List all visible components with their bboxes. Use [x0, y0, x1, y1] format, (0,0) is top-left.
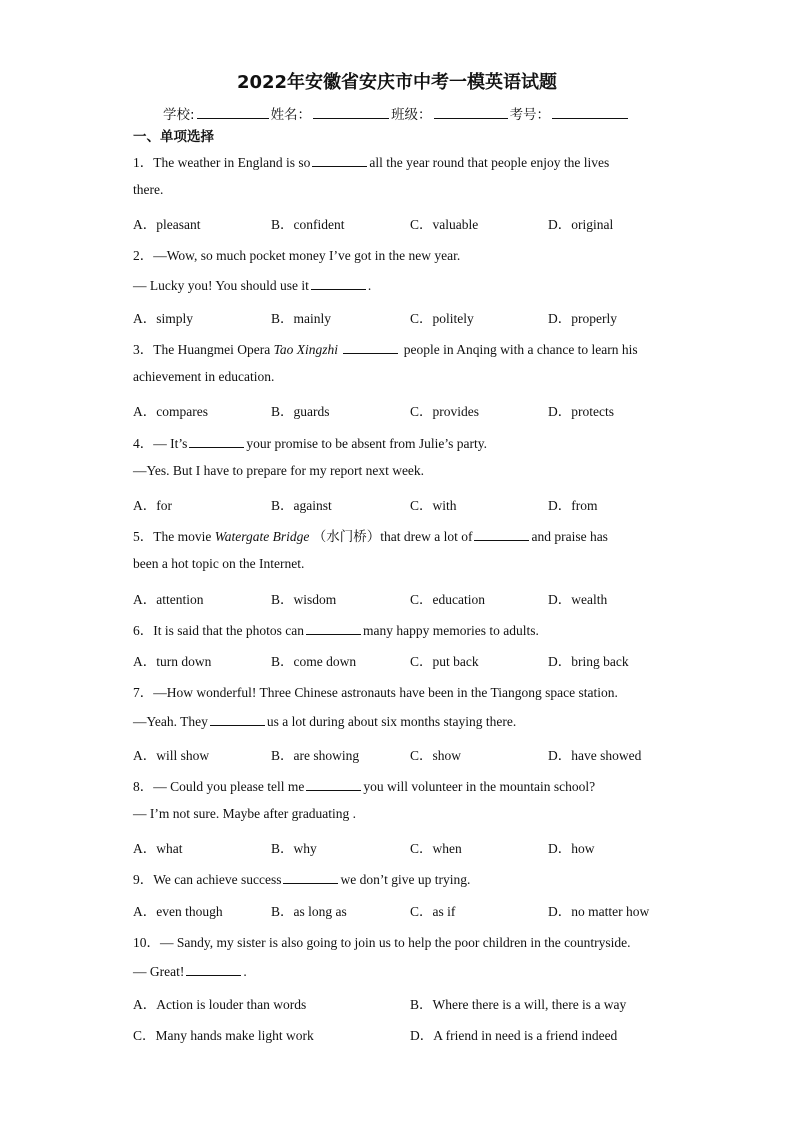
option-a[interactable]: A．attention	[133, 592, 204, 607]
option-c[interactable]: C．when	[410, 841, 462, 856]
option-b[interactable]: B．mainly	[271, 311, 331, 326]
option-a[interactable]: A．what	[133, 841, 183, 856]
answer-blank[interactable]	[306, 777, 361, 791]
question-4-line-1: 4．— It’s your promise to be absent from Julie’s party.	[133, 436, 487, 451]
option-c[interactable]: C．education	[410, 592, 485, 607]
question-3-line-1: 3．The Huangmei Opera Tao Xingzhi people in Anqing with a chance to learn his	[133, 342, 638, 357]
option-c[interactable]: C．with	[410, 498, 457, 513]
option-d[interactable]: D．A friend in need is a friend indeed	[410, 1028, 618, 1043]
option-d[interactable]: D．how	[548, 841, 595, 856]
question-8-line-1: 8．— Could you please tell me you will volunteer in the mountain school?	[133, 779, 596, 794]
question-8-line-2: — I’m not sure. Maybe after graduating .	[133, 806, 357, 821]
option-a[interactable]: A．pleasant	[133, 217, 201, 232]
option-d[interactable]: D．from	[548, 498, 598, 513]
option-c[interactable]: C．valuable	[410, 217, 479, 232]
class-blank[interactable]	[434, 105, 508, 119]
page-title: 2022年安徽省安庆市中考一模英语试题	[236, 72, 558, 93]
question-9-line-1: 9．We can achieve success we don’t give up trying.	[133, 872, 471, 887]
question-10-line-1: 10．— Sandy, my sister is also going to join us to help the poor children in the countryside.	[133, 935, 631, 950]
question-3-line-2: achievement in education.	[133, 369, 275, 384]
option-b[interactable]: B．Where there is a will, there is a way	[410, 997, 627, 1012]
option-c[interactable]: C．show	[410, 748, 462, 763]
question-2-line-1: 2．—Wow, so much pocket money I’ve got in the new year.	[133, 248, 461, 263]
option-b[interactable]: B．come down	[271, 654, 357, 669]
option-d[interactable]: D．properly	[548, 311, 617, 326]
question-6-line-1: 6．It is said that the photos can many happy memories to adults.	[133, 623, 539, 638]
name-label: 姓名：	[270, 107, 312, 123]
option-c[interactable]: C．Many hands make light work	[133, 1028, 314, 1043]
option-c[interactable]: C．as if	[410, 904, 456, 919]
option-d[interactable]: D．bring back	[548, 654, 629, 669]
option-d[interactable]: D．wealth	[548, 592, 608, 607]
question-10-line-2: — Great! .	[133, 964, 247, 979]
option-b[interactable]: B．as long as	[271, 904, 347, 919]
option-a[interactable]: A．compares	[133, 404, 208, 419]
class-label: 班级：	[391, 107, 432, 123]
answer-blank[interactable]	[186, 962, 241, 976]
answer-blank[interactable]	[306, 621, 361, 635]
answer-blank[interactable]	[283, 870, 338, 884]
option-d[interactable]: D．no matter how	[548, 904, 650, 919]
answer-blank[interactable]	[343, 340, 398, 354]
school-blank[interactable]	[197, 105, 269, 119]
option-c[interactable]: C．put back	[410, 654, 479, 669]
option-a[interactable]: A．turn down	[133, 654, 212, 669]
option-b[interactable]: B．are showing	[271, 748, 360, 763]
option-c[interactable]: C．provides	[410, 404, 479, 419]
answer-blank[interactable]	[311, 276, 366, 290]
option-b[interactable]: B．confident	[271, 217, 345, 232]
option-d[interactable]: D．protects	[548, 404, 614, 419]
section-title: 一、单项选择	[133, 129, 214, 145]
question-7-line-2: —Yeah. They us a lot during about six months staying there.	[133, 714, 517, 729]
option-a[interactable]: A．even though	[133, 904, 223, 919]
question-5-line-2: been a hot topic on the Internet.	[133, 556, 305, 571]
question-2-line-2: — Lucky you! You should use it .	[133, 278, 372, 293]
option-d[interactable]: D．original	[548, 217, 614, 232]
exam-no-label: 考号：	[509, 107, 551, 123]
name-blank[interactable]	[313, 105, 389, 119]
answer-blank[interactable]	[210, 712, 265, 726]
option-a[interactable]: A．will show	[133, 748, 210, 763]
option-c[interactable]: C．politely	[410, 311, 474, 326]
exam-no-blank[interactable]	[552, 105, 628, 119]
option-a[interactable]: A．for	[133, 498, 172, 513]
question-7-line-1: 7．—How wonderful! Three Chinese astronauts have been in the Tiangong space station.	[133, 685, 618, 700]
answer-blank[interactable]	[474, 527, 529, 541]
option-b[interactable]: B．why	[271, 841, 317, 856]
option-b[interactable]: B．against	[271, 498, 332, 513]
option-b[interactable]: B．guards	[271, 404, 330, 419]
school-label: 学校:	[163, 107, 195, 123]
question-1-line-2: there.	[133, 182, 164, 197]
answer-blank[interactable]	[189, 434, 244, 448]
option-a[interactable]: A．simply	[133, 311, 194, 326]
option-d[interactable]: D．have showed	[548, 748, 642, 763]
question-5-line-1: 5．The movie Watergate Bridge （水门桥）that drew a lot of and praise has	[133, 529, 608, 544]
question-1-line-1: 1．The weather in England is so all the year round that people enjoy the lives	[133, 155, 610, 170]
answer-blank[interactable]	[312, 153, 367, 167]
option-b[interactable]: B．wisdom	[271, 592, 337, 607]
question-4-line-2: —Yes. But I have to prepare for my report next week.	[133, 463, 425, 478]
option-a[interactable]: A．Action is louder than words	[133, 997, 307, 1012]
student-info-line	[163, 103, 630, 123]
